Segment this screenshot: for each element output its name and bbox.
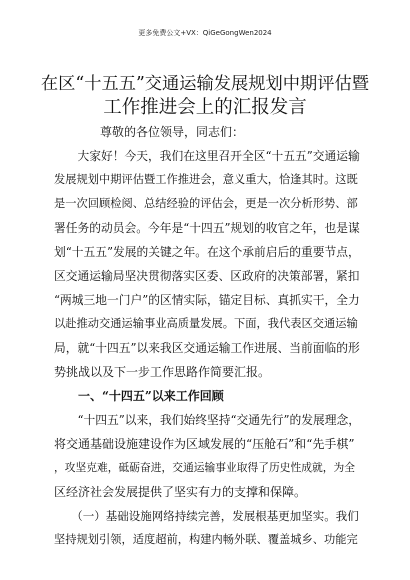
salutation: 尊敬的各位领导，同志们： [100,125,245,139]
paragraph-line: 是一次回顾检阅、总结经验的评估会，更是一次分析形势、部 [54,197,358,210]
paragraph-line: “两城三地一门户”的区情实际，锚定目标、真抓实干，全力 [54,293,360,307]
title-line-1: 在区“十五五”交通运输发展规划中期评估暨 [40,74,370,94]
paragraph-line: 区交通运输局坚决贯彻落实区委、区政府的决策部署，紧扣 [54,269,360,283]
paragraph-line: 以赴推动交通运输事业高质量发展。下面，我代表区交通运输 [54,317,358,330]
paragraph-line: 署任务的动员会。今年是“十四五”规划的收官之年，也是谋 [54,221,360,235]
paragraph-line: 坚持规划引领，适度超前，构建内畅外联、覆盖城乡、功能完 [54,533,358,546]
paragraph-line: 区经济社会发展提供了坚实有力的支撑和保障。 [54,485,307,499]
paragraph-line: 局，就“十四五”以来我区交通运输工作进展、当前面临的形 [54,341,360,355]
paragraph-line: 划“十五五”发展的关键之年。在这个承前启后的重要节点， [54,245,360,259]
section-heading: 一、“十四五”以来工作回顾 [54,389,224,403]
paragraph-line: 将交通基础设施建设作为区域发展的“压舱石”和“先手棋” [54,437,355,451]
title-line-2: 工作推进会上的汇报发言 [103,97,307,118]
document-body [78,120,354,144]
subsection-heading: （一）基础设施网络持续完善，发展根基更加坚实。我们 [54,509,359,523]
paragraph-line: “十四五”以来，我们始终坚持“交通先行”的发展理念， [54,413,361,427]
paragraph-line: 势挑战以及下一步工作思路作简要汇报。 [54,365,271,379]
watermark-text: 更多免费公文+VX：QiGeGongWen2024 [138,29,272,37]
paragraph-line: 大家好！今天，我们在这里召开全区“十五五”交通运输 [54,149,360,163]
paragraph-line: 发展规划中期评估暨工作推进会，意义重大，恰逢其时。这既 [54,173,358,186]
document-title [40,72,370,120]
intro-paragraph [54,144,360,552]
paragraph-line: ，攻坚克难，砥砺奋进，交通运输事业取得了历史性成就，为全 [54,461,356,474]
